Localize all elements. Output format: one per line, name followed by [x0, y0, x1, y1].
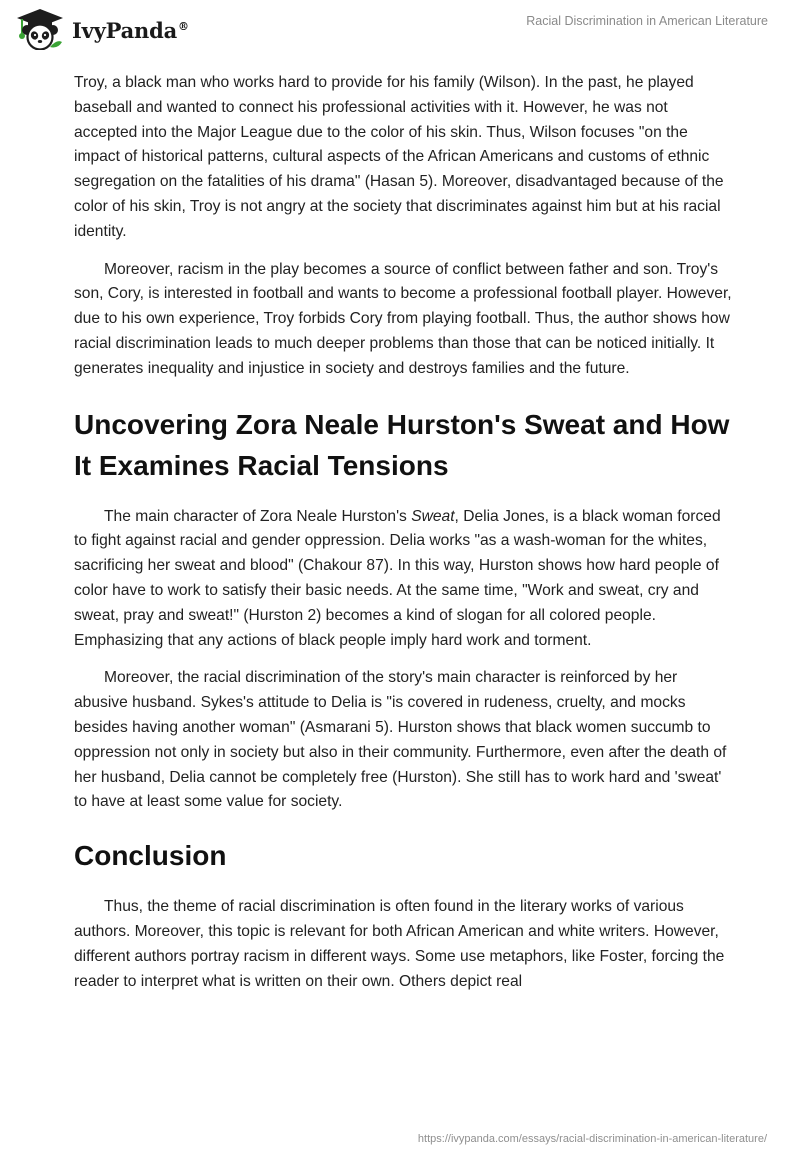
paragraph-delia-jones: The main character of Zora Neale Hurston's Sweat, Delia Jones, is a black woman forced to fight against racial and gender oppression. Delia works "as a wash-woman for the whites, sacrificing her sweat and blood" (Chakour 87). In this way, Hurston shows how hard people of color have to work to satisfy their basic needs. At the same time, "Work and sweat, cry and sweat, pray and sweat!" (Hurston 2) becomes a kind of slogan for all colored people. Emphasizing that any actions of black people imply hard work and torment.: [74, 507, 721, 649]
panda-graduate-logo-icon: [14, 8, 66, 50]
paragraph-troy: Troy, a black man who works hard to provide for his family (Wilson). In the past, he played baseball and wanted to connect his professional activities with it. However, he was not accepted into the Major League due to the color of his skin. Thus, Wilson focuses "on the impact of historical patterns, cultural aspects of the African Americans and customs of ethnic segregation on the fatalities of his drama" (Hasan 5). Moreover, disadvantaged because of the color of his skin, Troy is not angry at the society that discriminates against him but at his racial identity.: [74, 74, 724, 240]
paragraph-conclusion: Thus, the theme of racial discrimination is often found in the literary works of various authors. Moreover, this topic is relevant for both African American and white writers. However, different authors portray racism in different ways. Some use metaphors, like Foster, forcing the reader to interpret what is written on their own. Others depict real: [74, 898, 725, 990]
paragraph-father-son-conflict: Moreover, racism in the play becomes a source of conflict between father and son. Troy's son, Cory, is interested in football and wants to become a professional football player. However, due to his own experience, Troy forbids Cory from playing football. Thus, the author shows how racial discrimination leads to much deeper problems than those that can be noticed initially. It generates inequality and injustice in society and destroys families and the future.: [74, 260, 732, 377]
page-header: [0, 0, 800, 58]
brand-name: IvyPanda®: [72, 17, 189, 43]
section-heading-hurston-sweat: Uncovering Zora Neale Hurston's Sweat and How It Examines Racial Tensions: [74, 408, 730, 481]
article-body: [74, 71, 734, 1007]
paragraph-abusive-husband: Moreover, the racial discrimination of the story's main character is reinforced by her abusive husband. Sykes's attitude to Delia is "is covered in rudeness, cruelty, and mocks besides having another woman" (Asmarani 5). Hurston shows that black women succumb to oppression not only in society but also in their community. Furthermore, even after the death of her husband, Delia cannot be completely free (Hurston). She still has to work hard and 'sweat' to have at least some value for society.: [74, 669, 727, 811]
document-title: Racial Discrimination in American Literature: [526, 14, 768, 28]
source-url[interactable]: https://ivypanda.com/essays/racial-discrimination-in-american-literature/: [417, 1133, 767, 1145]
ivypanda-logo[interactable]: [14, 8, 189, 50]
italic-title-sweat: Sweat: [411, 507, 455, 525]
section-heading-conclusion: Conclusion: [74, 840, 227, 872]
